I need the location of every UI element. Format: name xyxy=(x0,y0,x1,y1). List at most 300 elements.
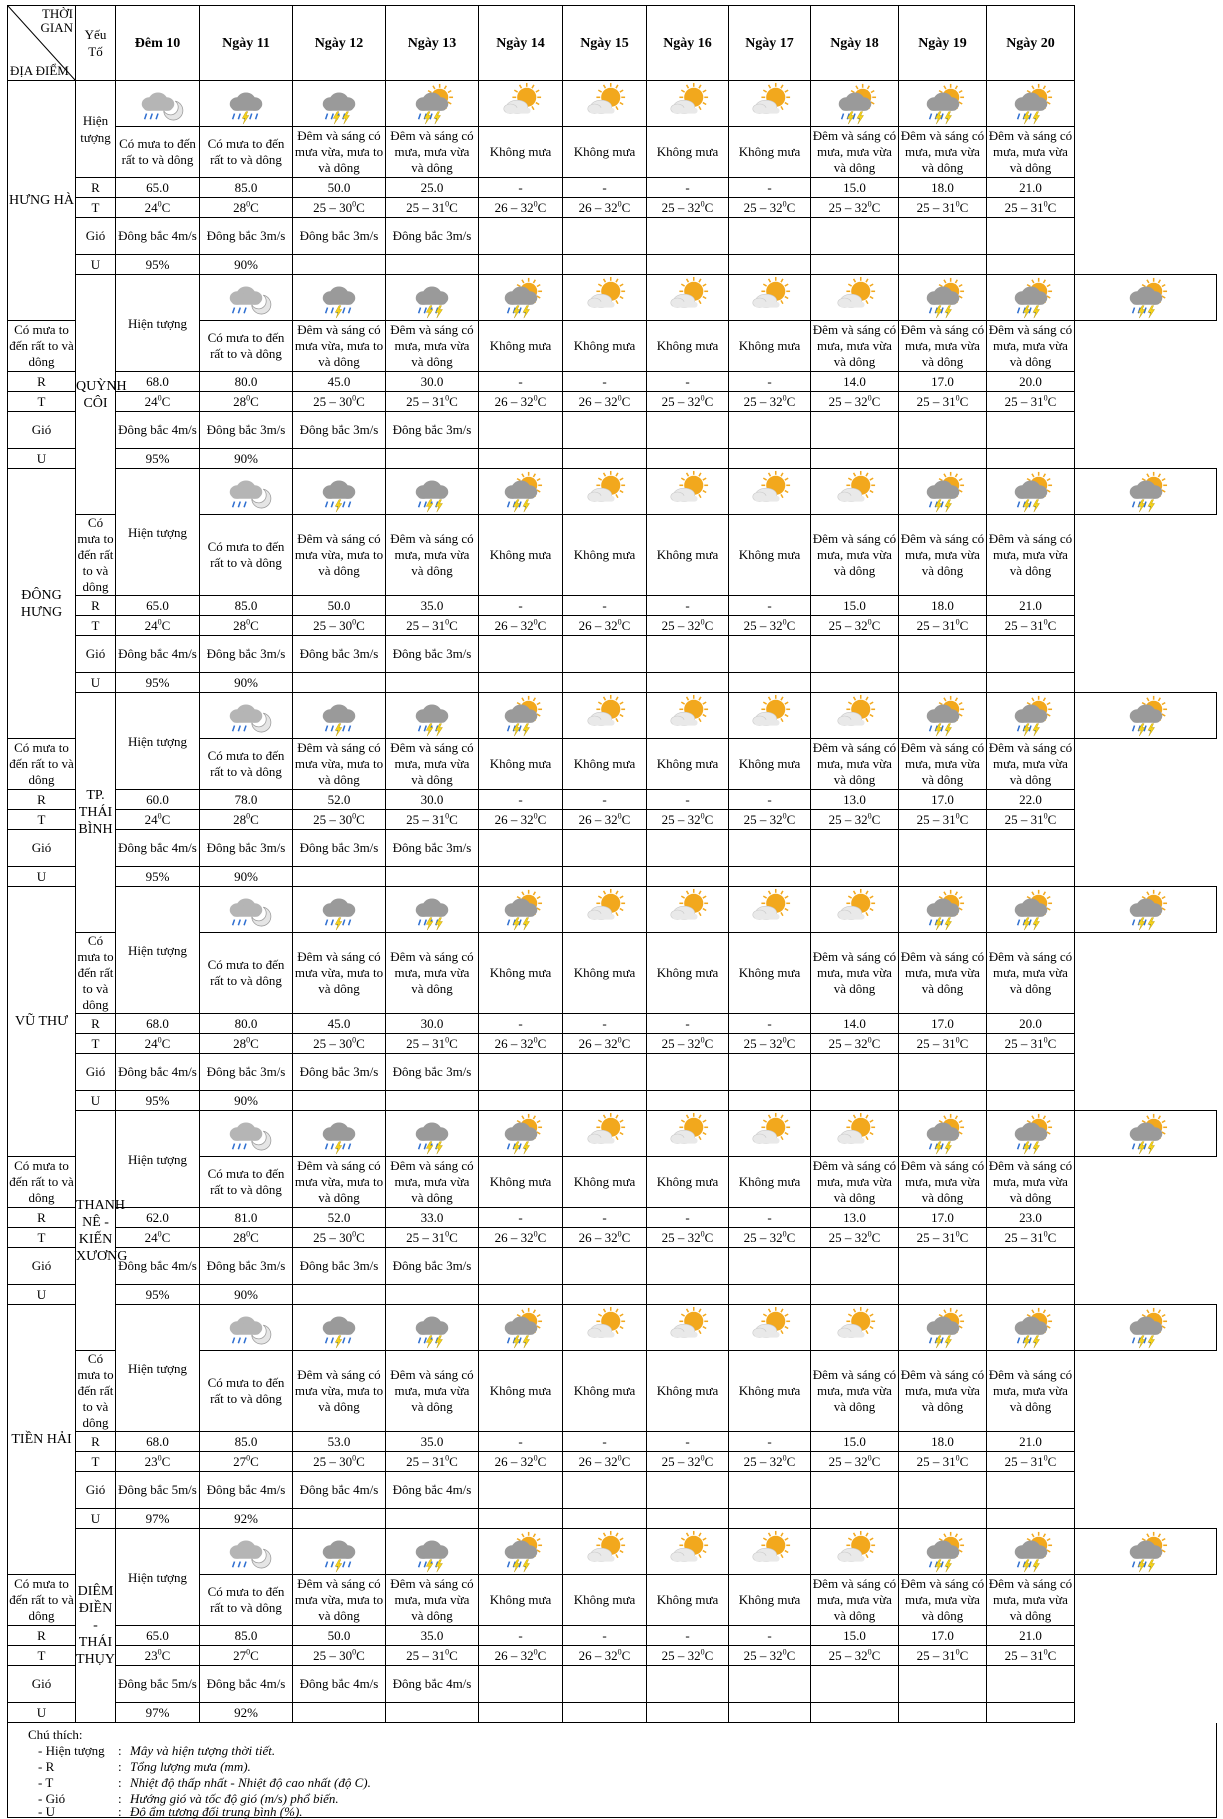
row-label-hien-tuong: Hiện tượng xyxy=(116,275,200,372)
sun-thunder-rain-icon xyxy=(899,1530,986,1574)
row-label-t: T xyxy=(76,616,116,636)
humidity-value: 92% xyxy=(200,1703,293,1723)
weather-cell xyxy=(811,1305,899,1351)
humidity-value xyxy=(647,1703,729,1723)
temperature-value: $25 - 31^0C$ xyxy=(987,392,1075,412)
temperature-value: $25 - 32^0C$ xyxy=(811,1646,899,1666)
weather-cell xyxy=(200,887,293,933)
rainfall-value: 17.0 xyxy=(899,790,987,810)
humidity-value: 97% xyxy=(116,1703,200,1723)
temperature-value: $25 - 31^0C$ xyxy=(386,616,479,636)
rainfall-value: - xyxy=(563,1208,647,1228)
row-label-gio: Gió xyxy=(8,412,76,449)
wind-value: Đông bắc 3m/s xyxy=(386,218,479,255)
wind-value: Đông bắc 3m/s xyxy=(293,636,386,673)
sun-cloud-icon xyxy=(811,888,898,932)
weather-description: Đêm và sáng có mưa, mưa vừa và dông xyxy=(987,127,1075,178)
sun-thunder-rain-icon xyxy=(479,888,562,932)
wind-value xyxy=(563,1666,647,1703)
weather-cell xyxy=(200,1305,293,1351)
sun-cloud-icon xyxy=(647,82,728,126)
rainfall-value: 15.0 xyxy=(811,178,899,198)
wind-value: Đông bắc 3m/s xyxy=(293,412,386,449)
humidity-value xyxy=(987,255,1075,275)
rainfall-value: 35.0 xyxy=(386,1432,479,1452)
night-rain-icon xyxy=(200,888,292,932)
weather-cell xyxy=(899,693,987,739)
rainfall-value: 68.0 xyxy=(116,1432,200,1452)
weather-cell xyxy=(899,1111,987,1157)
rainfall-value: 17.0 xyxy=(899,1208,987,1228)
weather-cell xyxy=(987,275,1075,321)
sun-cloud-icon xyxy=(563,1112,646,1156)
temperature-value: $24^0C$ xyxy=(116,392,200,412)
row-label-hien-tuong: Hiện tượng xyxy=(116,693,200,790)
row-label-r: R xyxy=(76,1014,116,1034)
legend-value: Hướng gió và tốc độ gió (m/s) phổ biến. xyxy=(130,1791,339,1806)
sun-cloud-icon xyxy=(563,1530,646,1574)
weather-description: Đêm và sáng có mưa, mưa vừa và dông xyxy=(899,321,987,372)
weather-cell xyxy=(386,1529,479,1575)
rainfall-value: 20.0 xyxy=(987,372,1075,392)
wind-value xyxy=(729,1666,811,1703)
weather-cell xyxy=(987,693,1075,739)
sun-thunder-rain-icon xyxy=(987,276,1074,320)
wind-value xyxy=(811,218,899,255)
wind-value: Đông bắc 3m/s xyxy=(200,1054,293,1091)
temperature-value: $28^0C$ xyxy=(200,616,293,636)
humidity-value xyxy=(729,867,811,887)
weather-cell xyxy=(647,887,729,933)
sun-thunder-rain-icon xyxy=(479,1112,562,1156)
humidity-value xyxy=(811,867,899,887)
wind-value xyxy=(479,1472,563,1509)
heavy-rain-icon xyxy=(293,888,385,932)
humidity-value xyxy=(386,449,479,469)
sun-cloud-icon xyxy=(647,276,728,320)
weather-description: Đêm và sáng có mưa, mưa vừa và dông xyxy=(899,127,987,178)
weather-cell xyxy=(987,81,1075,127)
wind-value xyxy=(647,1248,729,1285)
wind-value xyxy=(479,218,563,255)
weather-description: Đêm và sáng có mưa, mưa vừa và dông xyxy=(987,1575,1075,1626)
weather-cell xyxy=(899,1305,987,1351)
rainfall-value: 45.0 xyxy=(293,1014,386,1034)
humidity-value xyxy=(987,1509,1075,1529)
humidity-value xyxy=(899,1509,987,1529)
weather-cell xyxy=(647,1305,729,1351)
wind-value xyxy=(899,1472,987,1509)
row-label-hien-tuong: Hiện tượng xyxy=(116,1529,200,1626)
weather-cell xyxy=(386,81,479,127)
humidity-value xyxy=(386,1509,479,1529)
wind-value: Đông bắc 4m/s xyxy=(116,412,200,449)
rainfall-value: 15.0 xyxy=(811,1432,899,1452)
humidity-value xyxy=(647,867,729,887)
temperature-value: $25 - 32^0C$ xyxy=(729,198,811,218)
rainfall-value: 25.0 xyxy=(386,178,479,198)
sun-thunder-rain-icon xyxy=(899,1306,986,1350)
sun-thunder-rain-icon xyxy=(479,1306,562,1350)
weather-description: Có mưa to đến rất to và dông xyxy=(200,1351,293,1432)
temperature-value: $25 - 31^0C$ xyxy=(386,1452,479,1472)
weather-cell xyxy=(386,1305,479,1351)
wind-value xyxy=(647,218,729,255)
humidity-value xyxy=(563,1703,647,1723)
sun-cloud-icon xyxy=(647,694,728,738)
row-label-gio: Gió xyxy=(76,218,116,255)
temperature-value: $28^0C$ xyxy=(200,810,293,830)
wind-value: Đông bắc 3m/s xyxy=(293,1054,386,1091)
day-column-header: Ngày 13 xyxy=(386,6,479,81)
temperature-value: $25 - 30^0C$ xyxy=(293,1646,386,1666)
temperature-value: $26 - 32^0C$ xyxy=(563,1646,647,1666)
humidity-value xyxy=(479,255,563,275)
wind-value xyxy=(729,1248,811,1285)
rainfall-value: 45.0 xyxy=(293,372,386,392)
rainfall-value: - xyxy=(479,1014,563,1034)
weather-cell xyxy=(116,81,200,127)
sun-thunder-rain-icon xyxy=(1075,1112,1216,1156)
rainfall-value: 52.0 xyxy=(293,790,386,810)
sun-thunder-rain-icon xyxy=(479,470,562,514)
temperature-value: $25 - 31^0C$ xyxy=(987,198,1075,218)
wind-value xyxy=(563,1054,647,1091)
weather-description: Không mưa xyxy=(647,1575,729,1626)
weather-cell xyxy=(811,275,899,321)
humidity-value xyxy=(987,1703,1075,1723)
wind-value xyxy=(647,830,729,867)
wind-value: Đông bắc 3m/s xyxy=(386,412,479,449)
weather-description: Có mưa to đến rất to và dông xyxy=(200,127,293,178)
weather-description: Có mưa to đến rất to và dông xyxy=(200,1157,293,1208)
location-name: VŨ THƯ xyxy=(8,887,76,1157)
humidity-value: 90% xyxy=(200,867,293,887)
temperature-value: $25 - 32^0C$ xyxy=(811,392,899,412)
humidity-value xyxy=(987,449,1075,469)
weather-cell xyxy=(563,81,647,127)
humidity-value: 95% xyxy=(116,673,200,693)
legend-row: - T : Nhiệt độ thấp nhất - Nhiệt độ cao nhất (độ C). xyxy=(38,1775,371,1790)
temperature-value: $26 - 32^0C$ xyxy=(563,392,647,412)
rainfall-value: 21.0 xyxy=(987,1626,1075,1646)
humidity-value xyxy=(811,673,899,693)
rainfall-value: - xyxy=(479,1626,563,1646)
rainfall-value: - xyxy=(729,1208,811,1228)
weather-cell xyxy=(1075,1305,1217,1351)
day-column-header: Ngày 14 xyxy=(479,6,563,81)
weather-cell xyxy=(200,1111,293,1157)
temperature-value: $25 - 32^0C$ xyxy=(811,616,899,636)
temperature-value: $26 - 32^0C$ xyxy=(479,1034,563,1054)
weather-description: Đêm và sáng có mưa, mưa vừa và dông xyxy=(811,515,899,596)
humidity-value xyxy=(479,673,563,693)
day-column-header: Đêm 10 xyxy=(116,6,200,81)
humidity-value: 92% xyxy=(200,1509,293,1529)
rainfall-value: - xyxy=(563,372,647,392)
temperature-value: $25 - 31^0C$ xyxy=(899,616,987,636)
row-label-r: R xyxy=(76,178,116,198)
humidity-value xyxy=(563,867,647,887)
weather-description: Đêm và sáng có mưa vừa, mưa to và dông xyxy=(293,1351,386,1432)
wind-value xyxy=(987,218,1075,255)
wind-value xyxy=(479,1054,563,1091)
wind-value xyxy=(647,1054,729,1091)
weather-description: Đêm và sáng có mưa, mưa vừa và dông xyxy=(386,1575,479,1626)
row-label-u: U xyxy=(76,255,116,275)
sun-thunder-rain-icon xyxy=(987,1112,1074,1156)
temperature-value: $25 - 31^0C$ xyxy=(899,198,987,218)
rainfall-value: 80.0 xyxy=(200,372,293,392)
sun-cloud-icon xyxy=(729,1530,810,1574)
rainfall-value: - xyxy=(647,1626,729,1646)
legend-key: - Hiện tượng xyxy=(38,1743,105,1758)
sun-thunder-rain-icon xyxy=(899,82,986,126)
rainfall-value: 18.0 xyxy=(899,178,987,198)
sun-thunder-rain-icon xyxy=(811,82,898,126)
sun-cloud-icon xyxy=(729,82,810,126)
wind-value: Đông bắc 4m/s xyxy=(386,1472,479,1509)
sun-cloud-icon xyxy=(811,1530,898,1574)
humidity-value xyxy=(647,255,729,275)
temperature-value: $25 - 32^0C$ xyxy=(647,810,729,830)
wind-value xyxy=(647,412,729,449)
weather-description: Không mưa xyxy=(563,1575,647,1626)
wind-value: Đông bắc 5m/s xyxy=(116,1472,200,1509)
temperature-value: $24^0C$ xyxy=(116,1228,200,1248)
temperature-value: $28^0C$ xyxy=(200,1228,293,1248)
humidity-value xyxy=(811,1509,899,1529)
humidity-value xyxy=(479,1285,563,1305)
rainfall-value: 85.0 xyxy=(200,1432,293,1452)
weather-description: Không mưa xyxy=(647,127,729,178)
temperature-value: $26 - 32^0C$ xyxy=(563,198,647,218)
rainfall-value: - xyxy=(479,1432,563,1452)
weather-cell xyxy=(293,469,386,515)
weather-description: Không mưa xyxy=(563,739,647,790)
location-name: DIÊM ĐIỀN - THÁI THỤY xyxy=(76,1529,116,1723)
weather-description: Có mưa to đến rất to và dông xyxy=(200,515,293,596)
rainfall-value: - xyxy=(479,596,563,616)
wind-value xyxy=(729,830,811,867)
weather-cell xyxy=(200,275,293,321)
weather-cell xyxy=(811,887,899,933)
weather-description: Đêm và sáng có mưa, mưa vừa và dông xyxy=(811,1575,899,1626)
rainfall-value: - xyxy=(729,1014,811,1034)
wind-value xyxy=(647,636,729,673)
weather-cell xyxy=(479,469,563,515)
temperature-value: $25 - 32^0C$ xyxy=(647,616,729,636)
wind-value: Đông bắc 4m/s xyxy=(293,1472,386,1509)
weather-description: Đêm và sáng có mưa vừa, mưa to và dông xyxy=(293,321,386,372)
legend-row: - Gió : Hướng gió và tốc độ gió (m/s) phổ biến. xyxy=(38,1791,339,1806)
wind-value xyxy=(899,830,987,867)
weather-cell xyxy=(729,275,811,321)
heavy-rain-icon xyxy=(200,82,292,126)
sun-cloud-icon xyxy=(811,276,898,320)
wind-value xyxy=(811,1054,899,1091)
night-rain-icon xyxy=(200,1112,292,1156)
rainfall-value: - xyxy=(729,790,811,810)
wind-value xyxy=(987,412,1075,449)
temperature-value: $23^0C$ xyxy=(116,1646,200,1666)
temperature-value: $25 - 32^0C$ xyxy=(729,1034,811,1054)
rainfall-value: 78.0 xyxy=(200,790,293,810)
weather-description: Đêm và sáng có mưa, mưa vừa và dông xyxy=(811,1351,899,1432)
wind-value xyxy=(987,636,1075,673)
temperature-value: $25 - 31^0C$ xyxy=(386,1228,479,1248)
sun-thunder-rain-icon xyxy=(479,1530,562,1574)
heavy-rain-icon xyxy=(293,1306,385,1350)
row-label-gio: Gió xyxy=(8,1248,76,1285)
wind-value: Đông bắc 4m/s xyxy=(200,1666,293,1703)
humidity-value: 95% xyxy=(116,867,200,887)
temperature-value: $25 - 32^0C$ xyxy=(647,1646,729,1666)
heavy-rain-icon xyxy=(293,276,385,320)
temperature-value: $26 - 32^0C$ xyxy=(563,1034,647,1054)
weather-cell xyxy=(479,81,563,127)
row-label-u: U xyxy=(76,673,116,693)
temperature-value: $27^0C$ xyxy=(200,1646,293,1666)
humidity-value xyxy=(899,1285,987,1305)
humidity-value xyxy=(293,1091,386,1111)
rainfall-value: 81.0 xyxy=(200,1208,293,1228)
wind-value: Đông bắc 3m/s xyxy=(200,218,293,255)
weather-description: Đêm và sáng có mưa, mưa vừa và dông xyxy=(987,1351,1075,1432)
temperature-value: $25 - 31^0C$ xyxy=(899,810,987,830)
weather-description: Có mưa to đến rất to và dông xyxy=(116,127,200,178)
wind-value xyxy=(729,412,811,449)
weather-description: Đêm và sáng có mưa, mưa vừa và dông xyxy=(386,127,479,178)
row-label-gio: Gió xyxy=(76,636,116,673)
temperature-value: $25 - 30^0C$ xyxy=(293,1228,386,1248)
weather-cell xyxy=(729,887,811,933)
sun-thunder-rain-icon xyxy=(386,82,478,126)
humidity-value: 90% xyxy=(200,1091,293,1111)
heavy-rain-icon xyxy=(293,1112,385,1156)
rainfall-value: - xyxy=(647,372,729,392)
weather-description: Có mưa to đến rất to và dông xyxy=(200,321,293,372)
weather-description: Không mưa xyxy=(647,739,729,790)
weather-description: Không mưa xyxy=(729,1351,811,1432)
wind-value xyxy=(811,1666,899,1703)
weather-cell xyxy=(563,887,647,933)
sun-thunder-rain-icon xyxy=(899,694,986,738)
humidity-value: 97% xyxy=(116,1509,200,1529)
weather-description: Không mưa xyxy=(647,1351,729,1432)
sun-cloud-icon xyxy=(563,276,646,320)
day-column-header: Ngày 16 xyxy=(647,6,729,81)
weather-description: Có mưa to đến rất to và dông xyxy=(77,1351,114,1430)
rainfall-value: 17.0 xyxy=(899,372,987,392)
sun-cloud-icon xyxy=(811,1306,898,1350)
sun-thunder-rain-icon xyxy=(899,888,986,932)
humidity-value xyxy=(563,673,647,693)
row-label-t: T xyxy=(8,1646,76,1666)
weather-cell xyxy=(563,469,647,515)
temperature-value: $24^0C$ xyxy=(116,1034,200,1054)
weather-cell xyxy=(729,693,811,739)
temperature-value: $26 - 32^0C$ xyxy=(563,616,647,636)
temperature-value: $26 - 32^0C$ xyxy=(479,1452,563,1472)
rainfall-value: 13.0 xyxy=(811,790,899,810)
row-label-t: T xyxy=(76,198,116,218)
row-label-t: T xyxy=(8,810,76,830)
rainfall-value: 14.0 xyxy=(811,1014,899,1034)
weather-description: Đêm và sáng có mưa, mưa vừa và dông xyxy=(386,1351,479,1432)
humidity-value xyxy=(479,867,563,887)
row-label-hien-tuong: Hiện tượng xyxy=(76,81,116,178)
weather-cell xyxy=(811,1111,899,1157)
sun-cloud-icon xyxy=(563,888,646,932)
night-rain-icon xyxy=(116,82,199,126)
row-label-hien-tuong: Hiện tượng xyxy=(116,1305,200,1432)
sun-cloud-icon xyxy=(479,82,562,126)
row-label-t: T xyxy=(8,392,76,412)
rainfall-value: 35.0 xyxy=(386,596,479,616)
temperature-value: $25 - 32^0C$ xyxy=(729,1228,811,1248)
thunder-rain-icon xyxy=(293,82,385,126)
day-column-header: Ngày 20 xyxy=(987,6,1075,81)
humidity-value xyxy=(386,1703,479,1723)
legend-key: - T xyxy=(38,1775,54,1790)
temperature-value: $25 - 32^0C$ xyxy=(811,1034,899,1054)
weather-cell xyxy=(899,887,987,933)
weather-description: Không mưa xyxy=(647,321,729,372)
weather-description: Đêm và sáng có mưa, mưa vừa và dông xyxy=(811,1157,899,1208)
humidity-value: 90% xyxy=(200,449,293,469)
temperature-value: $25 - 32^0C$ xyxy=(811,1452,899,1472)
weather-cell xyxy=(987,1305,1075,1351)
element-column-header: Yếu Tố xyxy=(76,6,116,81)
rainfall-value: - xyxy=(729,372,811,392)
wind-value: Đông bắc 4m/s xyxy=(116,1054,200,1091)
rainfall-value: 80.0 xyxy=(200,1014,293,1034)
temperature-value: $25 - 30^0C$ xyxy=(293,392,386,412)
rainfall-value: - xyxy=(729,1432,811,1452)
rainfall-value: 33.0 xyxy=(386,1208,479,1228)
sun-cloud-icon xyxy=(647,1306,728,1350)
weather-cell xyxy=(987,1529,1075,1575)
night-rain-icon xyxy=(200,1530,292,1574)
row-label-t: T xyxy=(76,1034,116,1054)
wind-value: Đông bắc 5m/s xyxy=(116,1666,200,1703)
weather-cell xyxy=(200,81,293,127)
wind-value xyxy=(899,1666,987,1703)
wind-value xyxy=(899,1054,987,1091)
weather-cell xyxy=(987,1111,1075,1157)
weather-cell xyxy=(563,1529,647,1575)
humidity-value xyxy=(811,255,899,275)
sun-thunder-rain-icon xyxy=(1075,694,1216,738)
weather-cell xyxy=(1075,275,1217,321)
rainfall-value: - xyxy=(729,596,811,616)
weather-cell xyxy=(729,81,811,127)
weather-cell xyxy=(479,1111,563,1157)
weather-description: Không mưa xyxy=(647,515,729,596)
legend-row: - Hiện tượng : Mây và hiện tượng thời tiết. xyxy=(38,1743,276,1758)
rainfall-value: 62.0 xyxy=(116,1208,200,1228)
weather-cell xyxy=(563,1111,647,1157)
rainfall-value: 14.0 xyxy=(811,372,899,392)
humidity-value xyxy=(647,1285,729,1305)
legend-row: - U : Độ ẩm tương đối trung bình (%). xyxy=(38,1804,303,1819)
weather-description: Không mưa xyxy=(729,1157,811,1208)
temperature-value: $25 - 31^0C$ xyxy=(386,392,479,412)
night-rain-icon xyxy=(200,694,292,738)
wind-value xyxy=(647,1472,729,1509)
rainfall-value: - xyxy=(647,178,729,198)
